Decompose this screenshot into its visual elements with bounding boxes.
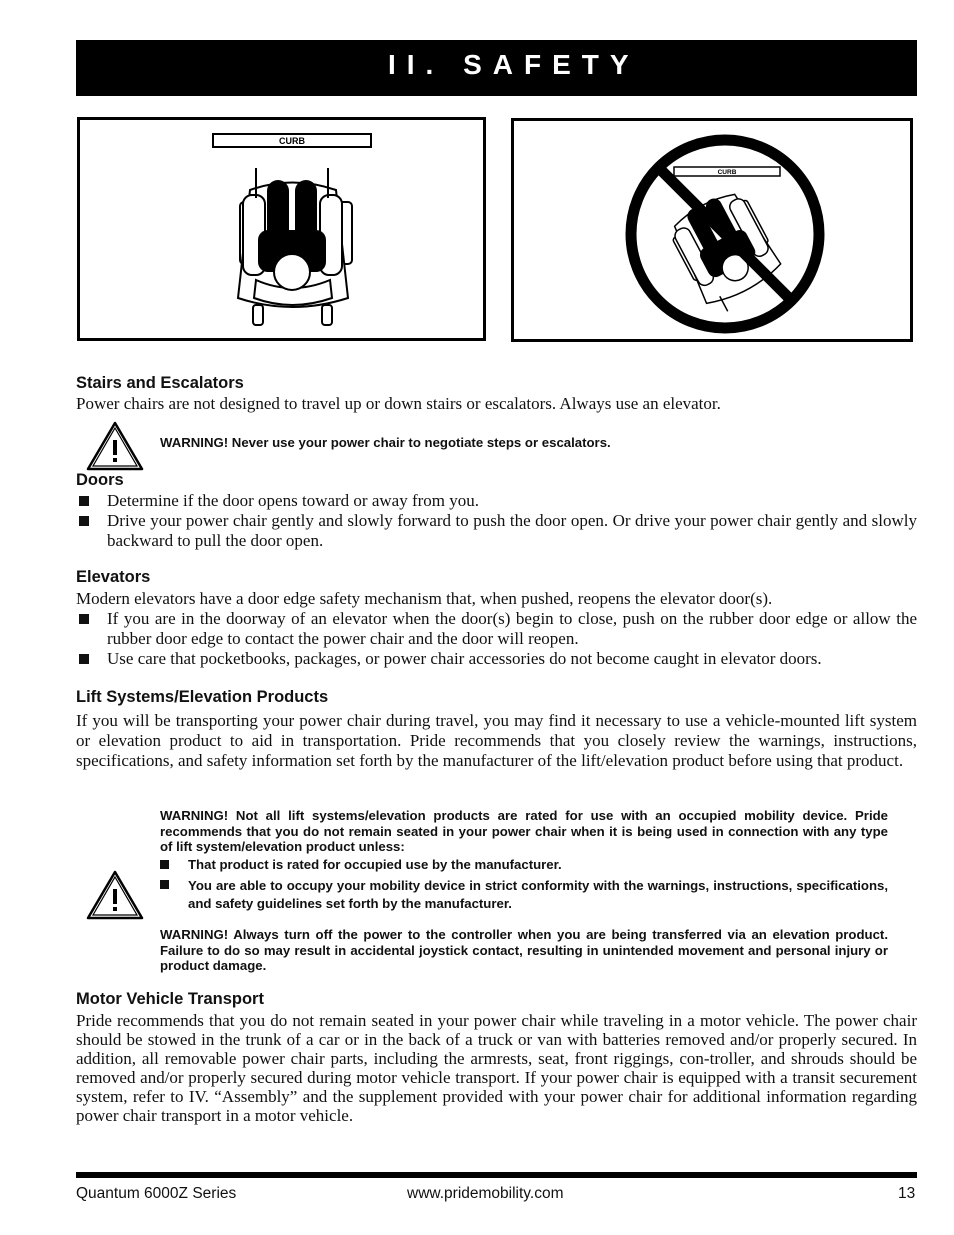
- elevators-heading: Elevators: [76, 568, 151, 586]
- page-title: II. SAFETY: [388, 49, 640, 80]
- footer-page-number: 13: [898, 1185, 916, 1202]
- list-item: You are able to occupy your mobility device in strict conformity with the warnings, instructions, specifications, and safety guidelines set forth by the manufacturer.: [160, 877, 888, 911]
- lift-warning-1: WARNING! Not all lift systems/elevation products are rated for use with an occupied mobility device. Pride recommends that you do not remain seated in your power chair when it is being used in connection with any type of lift system/elevation product unless:: [160, 808, 888, 855]
- figure-correct-curb-approach: [77, 117, 486, 341]
- prohibited-angle-illustration: [514, 121, 910, 339]
- motor-text: Pride recommends that you do not remain seated in your power chair while traveling in a motor vehicle. The power chair should be stowed in the trunk of a car or in the back of a truck or van with batteries removed and/or properly secured. In addition, all removable power chair parts, including the armrests, seat, front riggings, con-troller, and shrouds should be removed and/or properly secured during motor vehicle transport. If your power chair is equipped with a transit securement system, refer to IV. “Assembly” and the supplement provided with your power chair for additional information regarding power chair transport in a motor vehicle.: [76, 1011, 917, 1125]
- footer-rule: [76, 1172, 917, 1178]
- bullet-square-icon: [79, 496, 89, 506]
- curb-label-right: CURB: [717, 169, 737, 176]
- doors-heading: Doors: [76, 471, 124, 489]
- lift-text: If you will be transporting your power chair during travel, you may find it necessary to use a vehicle-mounted lift system or elevation product to aid in transportation. Pride recommends that you closely review the warnings, instructions, specifications, and safety information set forth by the manufacturer of the lift/elevation product before using that product.: [76, 711, 917, 771]
- list-item: Use care that pocketbooks, packages, or power chair accessories do not become caught in elevator doors.: [79, 649, 917, 669]
- bullet-square-icon: [160, 860, 169, 869]
- list-item: That product is rated for occupied use by the manufacturer.: [160, 857, 888, 873]
- list-item: If you are in the doorway of an elevator when the door(s) begin to close, push on the rubber door edge or allow the rubber door edge to contact the power chair and the door will reopen.: [79, 609, 917, 649]
- stairs-heading: Stairs and Escalators: [76, 374, 244, 392]
- list-item: Drive your power chair gently and slowly forward to push the door open. Or drive your power chair gently and slowly backward to pull the door open.: [79, 511, 917, 551]
- elevators-text: Modern elevators have a door edge safety mechanism that, when pushed, reopens the elevator door(s).: [76, 589, 773, 608]
- power-chair-illustration: [80, 120, 483, 338]
- stairs-text: Power chairs are not designed to travel up or down stairs or escalators. Always use an elevator.: [76, 394, 721, 413]
- stairs-warning: WARNING! Never use your power chair to negotiate steps or escalators.: [160, 435, 611, 450]
- section-title-bar: [76, 40, 917, 96]
- bullet-square-icon: [160, 880, 169, 889]
- bullet-square-icon: [79, 614, 89, 624]
- figure-incorrect-curb-approach: [511, 118, 913, 342]
- lift-warning-2: WARNING! Always turn off the power to the controller when you are being transferred via an elevation product. Failure to do so may result in accidental joystick contact, resulting in unintended movement and personal injury or product damage.: [160, 927, 888, 974]
- list-item: Determine if the door opens toward or away from you.: [79, 491, 917, 511]
- warning-triangle-icon: [86, 870, 144, 920]
- footer-website-link[interactable]: www.pridemobility.com: [407, 1185, 564, 1202]
- bullet-square-icon: [79, 516, 89, 526]
- motor-heading: Motor Vehicle Transport: [76, 990, 264, 1008]
- warning-triangle-icon: [86, 421, 144, 471]
- lift-heading: Lift Systems/Elevation Products: [76, 688, 329, 706]
- bullet-square-icon: [79, 654, 89, 664]
- footer-product-name: Quantum 6000Z Series: [76, 1185, 237, 1202]
- curb-label-left: CURB: [279, 136, 305, 146]
